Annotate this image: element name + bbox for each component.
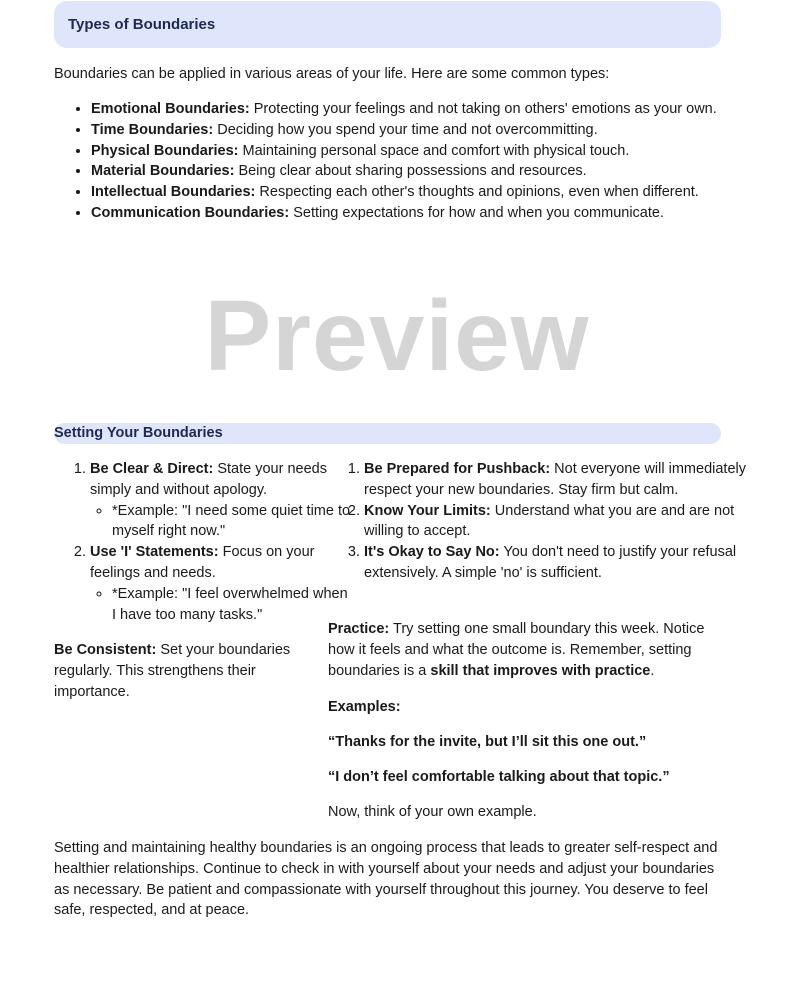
examples-label-text: Examples: bbox=[328, 699, 401, 715]
practice-end: . bbox=[650, 662, 655, 679]
example-sublist bbox=[90, 584, 354, 626]
list-item-text: Being clear about sharing possessions and resources. bbox=[234, 163, 587, 180]
step-pushback bbox=[364, 459, 764, 501]
list-item-term: Communication Boundaries: bbox=[91, 204, 290, 221]
list-item-text: Setting expectations for how and when you communicate. bbox=[289, 204, 664, 221]
example-quote-2 bbox=[328, 767, 728, 788]
list-item-time bbox=[91, 120, 751, 141]
list-item-text: Deciding how you spend your time and not overcommitting. bbox=[213, 121, 598, 138]
step-text: Focus on your feelings and needs. bbox=[90, 544, 315, 581]
list-item-communication bbox=[91, 203, 751, 224]
list-item-material bbox=[91, 161, 751, 182]
practice-emphasis: skill that improves with practice bbox=[430, 662, 651, 679]
left-steps-list bbox=[54, 459, 354, 625]
types-intro-paragraph: Boundaries can be applied in various areas of your life. Here are some common types: bbox=[54, 66, 610, 82]
paragraph-text: Set your boundaries regularly. This strengthens their importance. bbox=[54, 642, 291, 700]
step-i-statements bbox=[90, 542, 354, 625]
step-text: Not everyone will immediately respect your new boundaries. Stay firm but calm. bbox=[364, 461, 746, 498]
step-text: You don't need to justify your refusal extensively. A simple 'no' is sufficient. bbox=[364, 544, 737, 581]
list-item-term: Time Boundaries: bbox=[91, 121, 214, 138]
step-term: Be Prepared for Pushback: bbox=[364, 461, 551, 477]
step-be-clear bbox=[90, 459, 354, 542]
example-quote-text: “Thanks for the invite, but I’ll sit this one out.” bbox=[328, 734, 647, 750]
paragraph-term: Be Consistent: bbox=[54, 642, 157, 658]
list-item-term: Material Boundaries: bbox=[91, 163, 235, 180]
list-item-emotional bbox=[91, 99, 751, 120]
list-item-text: Protecting your feelings and not taking on others' emotions as your own. bbox=[249, 101, 717, 117]
step-term: Be Clear & Direct: bbox=[90, 461, 214, 477]
example-item: ◦ *Example: "I need some quiet time to myself right now." bbox=[112, 501, 354, 543]
practice-paragraph bbox=[328, 619, 728, 681]
right-steps-list bbox=[328, 459, 764, 584]
list-item-text: Maintaining personal space and comfort with physical touch. bbox=[238, 142, 630, 159]
example-quote-1 bbox=[328, 732, 728, 753]
examples-label bbox=[328, 697, 728, 718]
boundary-types-list bbox=[54, 99, 751, 224]
list-item-term: Emotional Boundaries: bbox=[91, 101, 250, 117]
step-say-no bbox=[364, 542, 764, 584]
section-title: Types of Boundaries bbox=[68, 16, 216, 33]
list-item-intellectual bbox=[91, 182, 751, 203]
example-item: ◦ *Example: "I feel overwhelmed when I have too many tasks." bbox=[112, 584, 354, 626]
step-text: Understand what you are and are not willing to accept. bbox=[364, 502, 735, 540]
step-term: Know Your Limits: bbox=[364, 502, 491, 519]
setting-boundaries-header bbox=[54, 423, 721, 444]
list-item-term: Intellectual Boundaries: bbox=[91, 184, 256, 201]
example-sublist bbox=[90, 501, 354, 543]
be-consistent-paragraph bbox=[54, 640, 316, 702]
list-item-term: Physical Boundaries: bbox=[91, 142, 239, 159]
list-item-physical bbox=[91, 141, 751, 162]
preview-watermark: Preview bbox=[204, 280, 590, 392]
step-term: Use 'I' Statements: bbox=[90, 544, 219, 561]
types-of-boundaries-header bbox=[54, 1, 721, 48]
step-text: State your needs simply and without apology. bbox=[90, 461, 327, 498]
example-quote-text: “I don’t feel comfortable talking about that topic.” bbox=[328, 769, 670, 785]
closing-paragraph: Setting and maintaining healthy boundaries is an ongoing process that leads to greater self-respect and healthier relationships. Continue to check in with yourself about your needs and adjust your boundaries as necessary. Be patient and compassionate with yourself throughout this journey. You deserve to feel safe, respected, and at peace. bbox=[54, 840, 718, 919]
think-prompt: Now, think of your own example. bbox=[328, 804, 537, 820]
step-term: It's Okay to Say No: bbox=[364, 544, 500, 561]
list-item-text: Respecting each other's thoughts and opinions, even when different. bbox=[255, 184, 699, 201]
practice-text: Try setting one small boundary this week. Notice how it feels and what the outcome is. Remember, setting boundaries is a bbox=[328, 621, 705, 679]
practice-term: Practice: bbox=[328, 621, 390, 637]
step-know-limits bbox=[364, 501, 764, 543]
section-title: Setting Your Boundaries bbox=[54, 425, 223, 441]
